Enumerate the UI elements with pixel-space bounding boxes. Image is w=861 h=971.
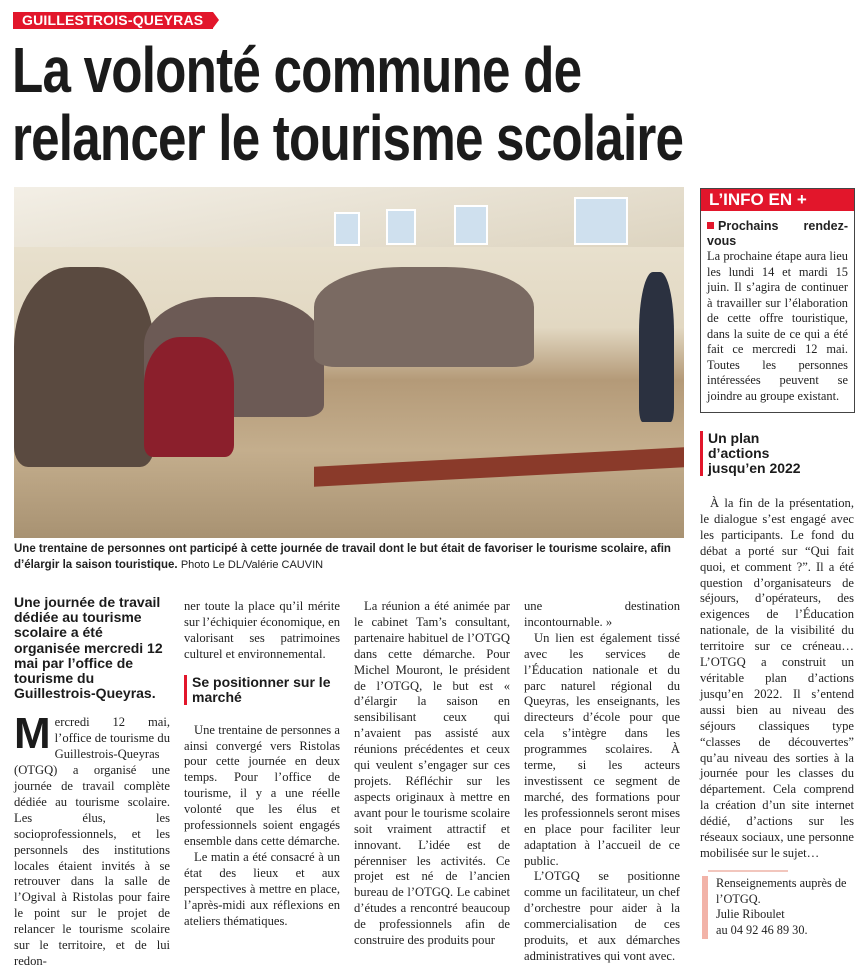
article-photo — [14, 187, 684, 538]
paragraph: Une trentaine de personnes a ainsi convergé vers Ristolas pour cette journée en deux temps. Pour l’office de tourisme, il y a une réelle volonté que les élus et professionnels soient engagés ensemble dans cette démarche. — [184, 722, 340, 848]
paragraph: Un lien est également tissé avec les services de l’Éducation nationale et du parc naturel régional du Queyras, les enseignants, les directeurs d’école pour que cela s’intègre dans les programmes scolaires. À terme, si les acteurs investissent ce segment de marché, des formations pour les professionnels seront mises en place pour faciliter leur adaptation à l’accueil de ce public. — [524, 630, 680, 868]
section-label: GUILLESTROIS-QUEYRAS — [13, 12, 213, 29]
photo-people — [14, 267, 154, 467]
contact-line: Renseignements auprès de l’OTGQ. — [716, 875, 847, 906]
photo-window — [574, 197, 628, 245]
paragraph: L’OTGQ se positionne comme un facilitateur, un chef d’orchestre pour aider à la commercialisation de ces produits, et aux démarches administratives qui vont avec. — [524, 869, 680, 963]
headline — [12, 36, 683, 172]
contact-box — [702, 876, 855, 939]
contact-phone: au 04 92 46 89 30. — [716, 923, 808, 938]
column-3 — [354, 599, 510, 949]
info-box-text: La prochaine étape aura lieu les lundi 14 et mardi 15 juin. Il s’agira de continuer à travailler sur l’élaboration de cette offre touristique, dans la suite de ce qui a été fait ce mercredi 12 mai. Toutes les personnes intéressées peuvent se joindre au groupe existant. — [707, 249, 848, 403]
sidebar — [700, 188, 855, 939]
contact-name: Julie Riboulet — [716, 907, 785, 922]
photo-people — [144, 337, 234, 457]
photo-people — [314, 267, 534, 367]
main-area — [14, 187, 684, 970]
photo-window — [334, 212, 360, 246]
info-box-header: L’INFO EN + — [701, 189, 854, 211]
info-box-body — [701, 211, 854, 404]
paragraph: ner toute la place qu’il mérite sur l’échiquier économique, en valorisant ses patrimoines culturel et environnemental. — [184, 599, 340, 661]
photo-bench — [314, 447, 684, 486]
headline-line-2: relancer le tourisme scolaire — [12, 102, 684, 174]
column-1 — [14, 594, 170, 970]
caption-text: Une trentaine de personnes ont participé à cette journée de travail dont le but était de favoriser le tourisme scolaire, afin d’élargir la saison touristique. — [14, 543, 671, 571]
paragraph: La réunion a été animée par le cabinet Tam’s consultant, partenaire habituel de l’OTGQ dans cette démarche. Pour Michel Mouront, le président de l’OTGQ, le but est « d’élargir la saison en sensibilisant ceux qui n’avaient pas assisté aux réunions précédentes et ceux qui veulent s’engager sur ces projets. Réfléchir sur les aspects originaux à mettre en avant pour le tourisme scolaire soit vraiment attractif et innovant. L’idée est de pérenniser les activités. Ce projet est né de l’ancien bureau de l’OTGQ. Le cabinet d’études a rencontré beaucoup de professionnels afin de construire des produits pour — [354, 599, 510, 948]
drop-cap: M — [14, 709, 51, 759]
headline-line-1: La volonté commune de — [12, 34, 582, 106]
column-2 — [184, 599, 340, 929]
photo-credit: Photo Le DL/Valérie CAUVIN — [180, 559, 324, 571]
photo-window — [454, 205, 488, 245]
photo-window — [386, 209, 416, 245]
paragraph: À la fin de la présentation, le dialogue s’est engagé avec les participants. Le fond du débat a porté sur “Qui fait quoi, et comment ?”. Il a été question d’organisateurs de séjours, d’opérateurs, des exigences de l’Éducation nationale, de la visibilité du territoire sur ce créneau… L’OTGQ a construit un véritable plan d’actions jusqu’en 2022. Il s’entend aussi bien au niveau des séjours classiques type “classes de découvertes” qu’au niveau des sorties à la journée pour les classes du département. Cela comprend la création d’un site internet dédié, d’actions sur les réseaux sociaux, une personne mobilisée sur le sujet… — [700, 496, 854, 860]
paragraph: ercredi 12 mai, l’office de tourisme du Guillestrois-Queyras (OTGQ) a organisé une journée de travail complète dédiée au tourisme scolaire. Les élus, les socioprofessionnels, et les personnels des institutions locales étaient invités à se retrouver dans la salle de l’Ogival à Ristolas pour faire le point sur le projet de relancer le tourisme scolaire sur le territoire, et de lui redon- — [14, 715, 170, 969]
photo-caption — [14, 541, 684, 573]
column-5 — [700, 413, 854, 862]
info-box — [700, 188, 855, 413]
subheading-market: Se positionner sur le marché — [184, 675, 340, 705]
info-box-subtitle — [707, 219, 848, 249]
column-4 — [524, 599, 680, 965]
paragraph: Le matin a été consacré à un état des lieux et aux perspectives à mettre en place, l’après-midi aux réflexions en ateliers thématiques. — [184, 849, 340, 928]
photo-speaker — [639, 272, 674, 422]
square-bullet-icon — [707, 222, 714, 229]
info-box-subtitle-text: Prochains rendez-vous — [707, 219, 848, 248]
subheading-plan: Un plan d’actions jusqu’en 2022 — [700, 431, 808, 476]
paragraph: une destination incontournable. » — [524, 599, 680, 629]
article-columns — [14, 594, 684, 970]
lede: Une journée de travail dédiée au tourisme scolaire a été organisée mercredi 12 mai par l’office de tourisme du Guillestrois-Queyras. — [14, 594, 163, 702]
